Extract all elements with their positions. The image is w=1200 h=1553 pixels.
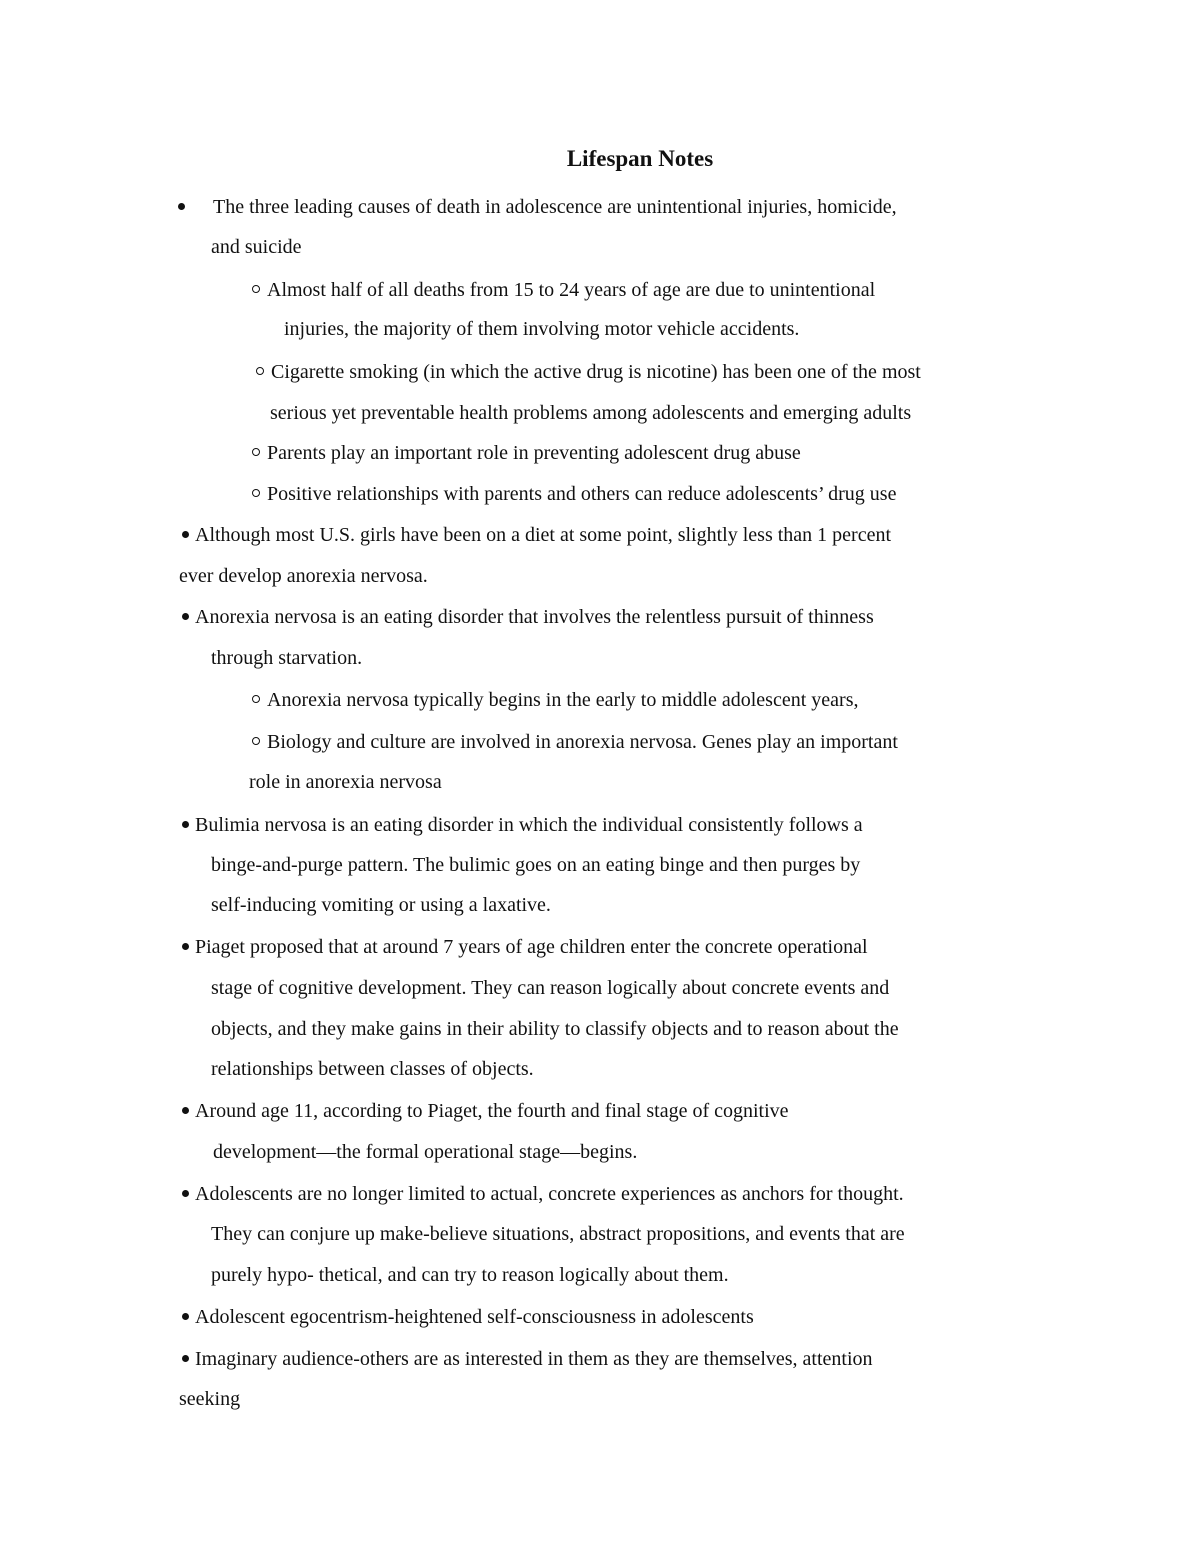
bullet-continuation: development—the formal operational stage—begins. bbox=[213, 1141, 638, 1163]
sub-bullet-text: Positive relationships with parents and others can reduce adolescents’ drug use bbox=[267, 483, 897, 505]
bullet-item bbox=[182, 603, 874, 631]
bullet-item bbox=[178, 193, 897, 221]
document-title: Lifespan Notes bbox=[566, 146, 714, 171]
bullet-text: Bulimia nervosa is an eating disorder in which the individual consistently follows a bbox=[195, 814, 863, 836]
bullet-icon bbox=[182, 943, 189, 950]
bullet-continuation: stage of cognitive development. They can reason logically about concrete events and bbox=[211, 977, 890, 999]
sub-bullet-continuation: serious yet preventable health problems among adolescents and emerging adults bbox=[270, 402, 912, 424]
bullet-item bbox=[182, 521, 891, 549]
circle-bullet-icon bbox=[252, 737, 260, 745]
sub-bullet-item bbox=[252, 439, 801, 467]
bullet-item bbox=[182, 933, 868, 961]
bullet-text: Adolescents are no longer limited to actual, concrete experiences as anchors for thought. bbox=[195, 1183, 904, 1205]
bullet-continuation: binge-and-purge pattern. The bulimic goes on an eating binge and then purges by bbox=[211, 854, 861, 876]
bullet-continuation: relationships between classes of objects. bbox=[211, 1058, 534, 1080]
bullet-icon bbox=[182, 613, 189, 620]
bullet-text: Around age 11, according to Piaget, the fourth and final stage of cognitive bbox=[195, 1100, 789, 1122]
bullet-continuation: They can conjure up make-believe situations, abstract propositions, and events that are bbox=[211, 1223, 905, 1245]
bullet-text: The three leading causes of death in adolescence are unintentional injuries, homicide, bbox=[213, 196, 897, 218]
sub-bullet-item bbox=[252, 686, 858, 714]
bullet-text: Adolescent egocentrism-heightened self-consciousness in adolescents bbox=[195, 1306, 754, 1328]
sub-bullet-continuation: injuries, the majority of them involving motor vehicle accidents. bbox=[284, 318, 800, 340]
sub-bullet-item bbox=[256, 358, 921, 386]
bullet-continuation: seeking bbox=[179, 1388, 241, 1410]
sub-bullet-item bbox=[252, 480, 896, 508]
bullet-continuation: ever develop anorexia nervosa. bbox=[179, 565, 428, 587]
circle-bullet-icon bbox=[252, 695, 260, 703]
bullet-icon bbox=[182, 531, 189, 538]
bullet-icon bbox=[182, 1107, 189, 1114]
sub-bullet-text: Cigarette smoking (in which the active drug is nicotine) has been one of the most bbox=[271, 361, 921, 383]
bullet-icon bbox=[182, 1313, 189, 1320]
circle-bullet-icon bbox=[256, 367, 264, 375]
bullet-item bbox=[182, 1180, 904, 1208]
bullet-text: Imaginary audience-others are as interested in them as they are themselves, attention bbox=[195, 1348, 873, 1370]
bullet-continuation: self-inducing vomiting or using a laxative. bbox=[211, 894, 551, 916]
circle-bullet-icon bbox=[252, 285, 260, 293]
sub-bullet-text: Parents play an important role in preventing adolescent drug abuse bbox=[267, 442, 801, 464]
sub-bullet-item bbox=[252, 728, 898, 756]
bullet-icon bbox=[182, 1355, 189, 1362]
bullet-continuation: purely hypo- thetical, and can try to reason logically about them. bbox=[211, 1264, 729, 1286]
bullet-item bbox=[182, 811, 863, 839]
bullet-icon bbox=[182, 1190, 189, 1197]
sub-bullet-continuation: role in anorexia nervosa bbox=[249, 771, 442, 793]
bullet-continuation: objects, and they make gains in their ability to classify objects and to reason about the bbox=[211, 1018, 899, 1040]
circle-bullet-icon bbox=[252, 489, 260, 497]
bullet-icon bbox=[178, 203, 185, 210]
sub-bullet-text: Almost half of all deaths from 15 to 24 years of age are due to unintentional bbox=[267, 279, 876, 301]
bullet-item bbox=[182, 1097, 789, 1125]
bullet-continuation: and suicide bbox=[211, 236, 302, 258]
sub-bullet-text: Biology and culture are involved in anorexia nervosa. Genes play an important bbox=[267, 731, 898, 753]
bullet-text: Piaget proposed that at around 7 years of age children enter the concrete operational bbox=[195, 936, 868, 958]
bullet-item bbox=[182, 1345, 873, 1373]
bullet-item bbox=[182, 1303, 754, 1331]
sub-bullet-text: Anorexia nervosa typically begins in the early to middle adolescent years, bbox=[267, 689, 859, 711]
circle-bullet-icon bbox=[252, 448, 260, 456]
bullet-text: Anorexia nervosa is an eating disorder that involves the relentless pursuit of thinness bbox=[195, 606, 874, 628]
sub-bullet-item bbox=[252, 276, 875, 304]
bullet-icon bbox=[182, 821, 189, 828]
bullet-continuation: through starvation. bbox=[211, 647, 363, 669]
bullet-text: Although most U.S. girls have been on a diet at some point, slightly less than 1 percent bbox=[195, 524, 892, 546]
